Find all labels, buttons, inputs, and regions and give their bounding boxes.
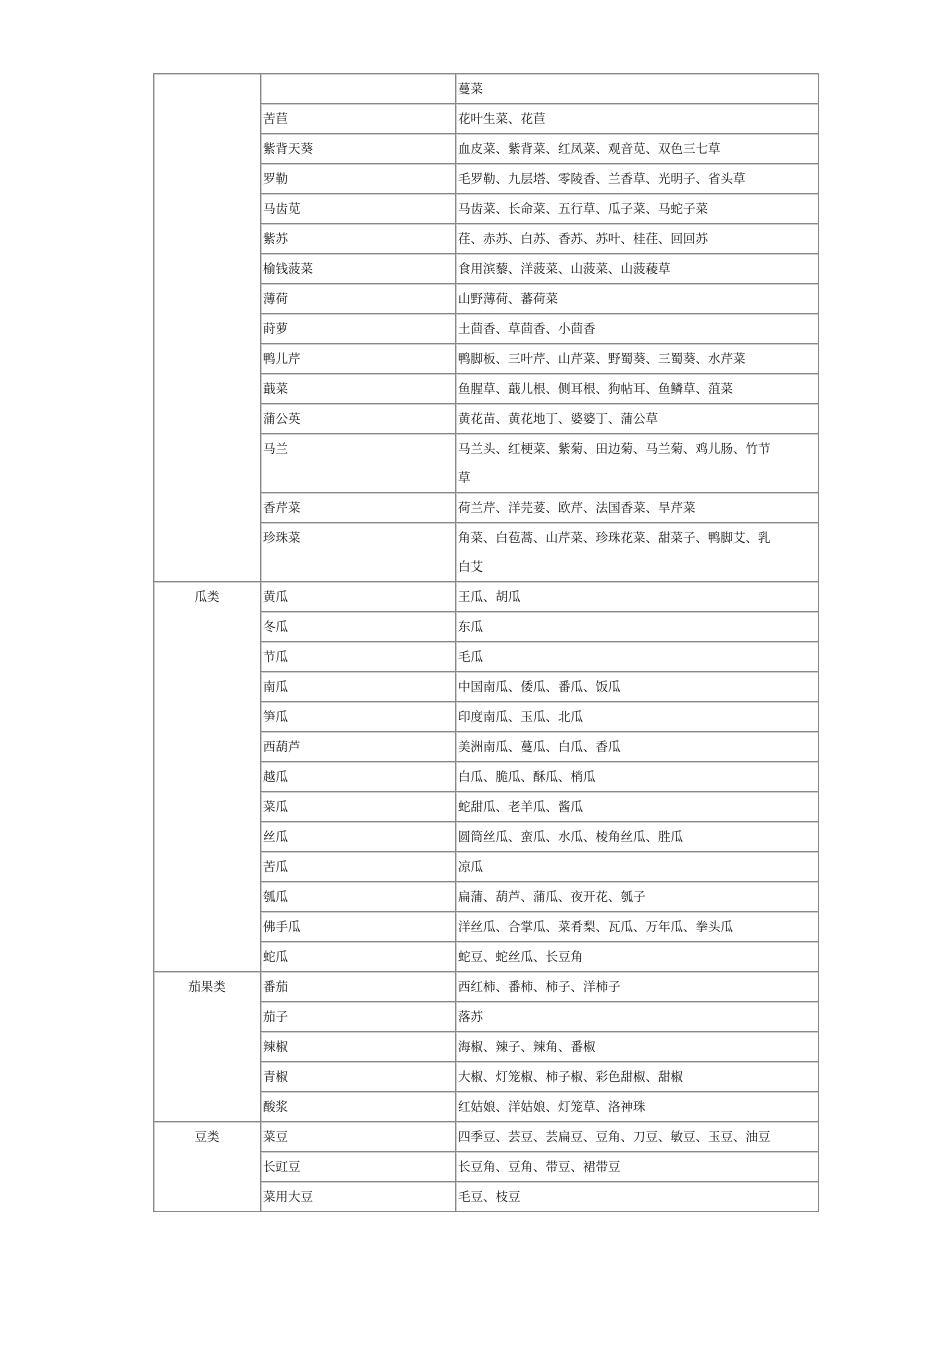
vegetable-alias-cell: 蛇豆、蛇丝瓜、长豆角 [456, 942, 819, 972]
vegetable-name-cell: 瓠瓜 [261, 882, 456, 912]
vegetable-name-cell: 笋瓜 [261, 702, 456, 732]
vegetable-name-cell: 长豇豆 [261, 1152, 456, 1182]
vegetable-name-cell: 节瓜 [261, 642, 456, 672]
vegetable-name-cell: 菜用大豆 [261, 1182, 456, 1212]
vegetable-name-cell: 马兰 [261, 434, 456, 493]
vegetable-alias-cell: 山野薄荷、蕃荷菜 [456, 284, 819, 314]
vegetable-alias-cell: 海椒、辣子、辣角、番椒 [456, 1032, 819, 1062]
vegetable-alias-cell: 美洲南瓜、蔓瓜、白瓜、香瓜 [456, 732, 819, 762]
vegetable-name-cell [261, 74, 456, 104]
vegetable-alias-cell: 西红柿、番柿、柿子、洋柿子 [456, 972, 819, 1002]
vegetable-name-cell: 佛手瓜 [261, 912, 456, 942]
vegetable-alias-cell: 荏、赤苏、白苏、香苏、苏叶、桂荏、回回苏 [456, 224, 819, 254]
vegetable-name-cell: 罗勒 [261, 164, 456, 194]
vegetable-name-cell: 冬瓜 [261, 612, 456, 642]
table-row [154, 972, 819, 1002]
vegetable-name-cell: 黄瓜 [261, 582, 456, 612]
table-body [154, 74, 819, 1212]
vegetable-alias-cell: 马齿菜、长命菜、五行草、瓜子菜、马蛇子菜 [456, 194, 819, 224]
vegetable-alias-cell: 土茴香、草茴香、小茴香 [456, 314, 819, 344]
vegetable-alias-cell: 马兰头、红梗菜、紫菊、田边菊、马兰菊、鸡儿肠、竹节草 [456, 434, 819, 493]
vegetable-alias-cell: 鱼腥草、蕺儿根、侧耳根、狗帖耳、鱼鳞草、菹菜 [456, 374, 819, 404]
vegetable-alias-cell: 蔓菜 [456, 74, 819, 104]
vegetable-alias-cell: 王瓜、胡瓜 [456, 582, 819, 612]
vegetable-name-cell: 番茄 [261, 972, 456, 1002]
vegetable-name-cell: 苦瓜 [261, 852, 456, 882]
vegetable-alias-cell: 毛瓜 [456, 642, 819, 672]
vegetable-alias-cell: 洋丝瓜、合掌瓜、菜肴梨、瓦瓜、万年瓜、拳头瓜 [456, 912, 819, 942]
category-cell: 豆类 [154, 1122, 261, 1212]
vegetable-name-cell: 苦苣 [261, 104, 456, 134]
vegetable-alias-cell: 大椒、灯笼椒、柿子椒、彩色甜椒、甜椒 [456, 1062, 819, 1092]
vegetable-alias-cell: 鸭脚板、三叶芹、山芹菜、野蜀葵、三蜀葵、水芹菜 [456, 344, 819, 374]
category-cell [154, 74, 261, 582]
vegetable-alias-cell: 落苏 [456, 1002, 819, 1032]
vegetable-alias-cell: 荷兰芹、洋芫荽、欧芹、法国香菜、旱芹菜 [456, 493, 819, 523]
category-cell: 瓜类 [154, 582, 261, 972]
vegetable-alias-cell: 角菜、白苞蒿、山芹菜、珍珠花菜、甜菜子、鸭脚艾、乳白艾 [456, 523, 819, 582]
vegetable-name-cell: 菜豆 [261, 1122, 456, 1152]
vegetable-alias-cell: 四季豆、芸豆、芸扁豆、豆角、刀豆、敏豆、玉豆、油豆 [456, 1122, 819, 1152]
vegetable-name-cell: 榆钱菠菜 [261, 254, 456, 284]
vegetable-alias-cell: 蛇甜瓜、老羊瓜、酱瓜 [456, 792, 819, 822]
table-row [154, 1122, 819, 1152]
vegetable-alias-cell: 食用滨藜、洋菠菜、山菠菜、山菠薐草 [456, 254, 819, 284]
vegetable-name-cell: 茄子 [261, 1002, 456, 1032]
vegetable-name-cell: 马齿苋 [261, 194, 456, 224]
vegetable-alias-cell: 花叶生菜、花苣 [456, 104, 819, 134]
vegetable-name-cell: 越瓜 [261, 762, 456, 792]
vegetable-alias-cell: 印度南瓜、玉瓜、北瓜 [456, 702, 819, 732]
vegetable-alias-cell: 血皮菜、紫背菜、红凤菜、观音苋、双色三七草 [456, 134, 819, 164]
vegetable-alias-table [153, 73, 819, 1212]
vegetable-name-cell: 南瓜 [261, 672, 456, 702]
vegetable-name-cell: 紫背天葵 [261, 134, 456, 164]
vegetable-name-cell: 薄荷 [261, 284, 456, 314]
vegetable-name-cell: 蛇瓜 [261, 942, 456, 972]
vegetable-name-cell: 丝瓜 [261, 822, 456, 852]
vegetable-alias-cell: 毛罗勒、九层塔、零陵香、兰香草、光明子、省头草 [456, 164, 819, 194]
vegetable-name-cell: 菜瓜 [261, 792, 456, 822]
vegetable-alias-cell: 扁蒲、葫芦、蒲瓜、夜开花、瓠子 [456, 882, 819, 912]
vegetable-alias-cell: 凉瓜 [456, 852, 819, 882]
vegetable-name-cell: 莳萝 [261, 314, 456, 344]
category-cell: 茄果类 [154, 972, 261, 1122]
vegetable-alias-cell: 红姑娘、洋姑娘、灯笼草、洛神珠 [456, 1092, 819, 1122]
vegetable-alias-cell: 圆筒丝瓜、蛮瓜、水瓜、棱角丝瓜、胜瓜 [456, 822, 819, 852]
table-row [154, 74, 819, 104]
vegetable-name-cell: 蒲公英 [261, 404, 456, 434]
vegetable-name-cell: 鸭儿芹 [261, 344, 456, 374]
vegetable-alias-cell: 中国南瓜、倭瓜、番瓜、饭瓜 [456, 672, 819, 702]
vegetable-alias-cell: 长豆角、豆角、带豆、裙带豆 [456, 1152, 819, 1182]
table-row [154, 582, 819, 612]
vegetable-name-cell: 辣椒 [261, 1032, 456, 1062]
vegetable-name-cell: 酸浆 [261, 1092, 456, 1122]
vegetable-alias-cell: 白瓜、脆瓜、酥瓜、梢瓜 [456, 762, 819, 792]
vegetable-alias-cell: 东瓜 [456, 612, 819, 642]
vegetable-name-cell: 紫苏 [261, 224, 456, 254]
vegetable-name-cell: 香芹菜 [261, 493, 456, 523]
vegetable-name-cell: 西葫芦 [261, 732, 456, 762]
vegetable-name-cell: 珍珠菜 [261, 523, 456, 582]
vegetable-alias-cell: 毛豆、枝豆 [456, 1182, 819, 1212]
vegetable-alias-cell: 黄花苗、黄花地丁、婆婆丁、蒲公草 [456, 404, 819, 434]
vegetable-name-cell: 青椒 [261, 1062, 456, 1092]
vegetable-name-cell: 蕺菜 [261, 374, 456, 404]
